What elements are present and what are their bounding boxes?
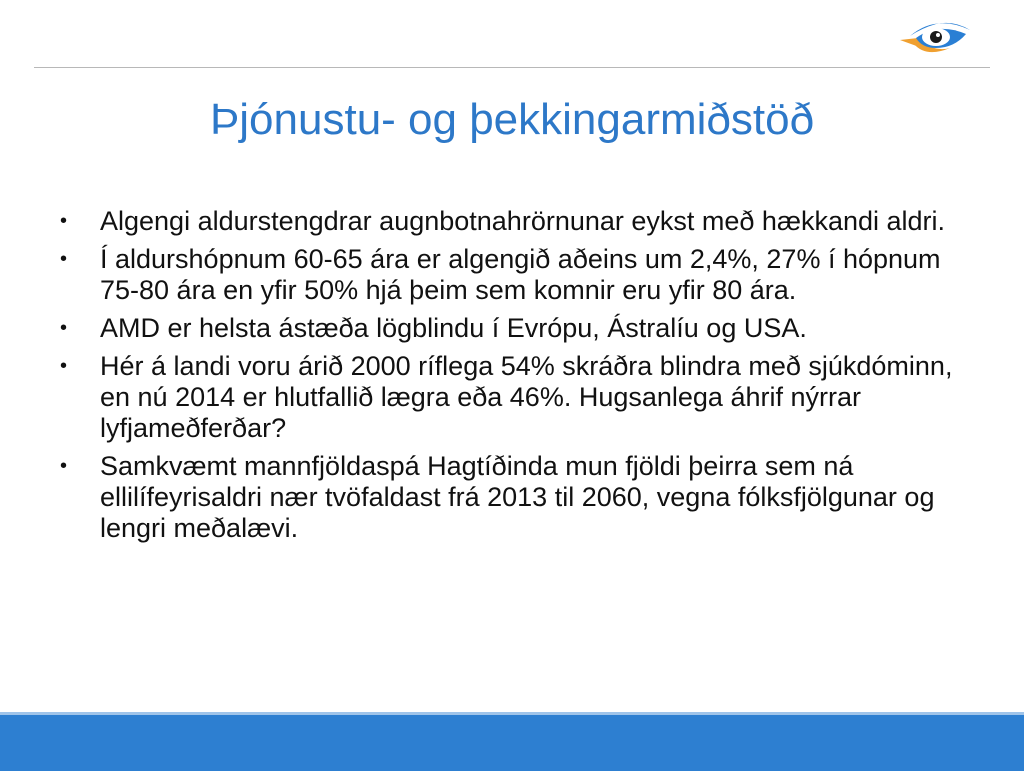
bullet-item bbox=[60, 451, 970, 544]
bullet-marker: • bbox=[60, 455, 68, 477]
bullet-item bbox=[60, 206, 970, 237]
bullet-marker: • bbox=[60, 355, 68, 377]
bullet-marker: • bbox=[60, 248, 68, 270]
slide-title: Þjónustu- og þekkingarmiðstöð bbox=[209, 95, 815, 144]
eye-logo-icon bbox=[896, 18, 976, 58]
bullet-text: Í aldurshópnum 60-65 ára er algengið aðeins um 2,4%, 27% í hópnum 75-80 ára en yfir 50% hjá þeim sem komnir eru yfir 80 ára. bbox=[100, 244, 941, 305]
bullet-list bbox=[60, 206, 970, 551]
bullet-item bbox=[60, 351, 970, 444]
bullet-marker: • bbox=[60, 210, 68, 232]
bullet-item bbox=[60, 313, 970, 344]
bullet-text: Hér á landi voru árið 2000 ríflega 54% skráðra blindra með sjúkdóminn, en nú 2014 er hlutfallið lægra eða 46%. Hugsanlega áhrif nýrrar lyfjameðferðar? bbox=[100, 351, 953, 443]
bullet-text: Samkvæmt mannfjöldaspá Hagtíðinda mun fjöldi þeirra sem ná ellilífeyrisaldri nær tvöfaldast frá 2013 til 2060, vegna fólksfjölgunar og lengri meðalævi. bbox=[100, 451, 935, 543]
footer-bar bbox=[0, 712, 1024, 771]
bullet-text: AMD er helsta ástæða lögblindu í Evrópu, Ástralíu og USA. bbox=[100, 313, 807, 343]
bullet-item bbox=[60, 244, 970, 306]
bullet-marker: • bbox=[60, 317, 68, 339]
bullet-text: Algengi aldurstengdrar augnbotnahrörnunar eykst með hækkandi aldri. bbox=[100, 206, 946, 236]
header-divider bbox=[34, 67, 990, 68]
